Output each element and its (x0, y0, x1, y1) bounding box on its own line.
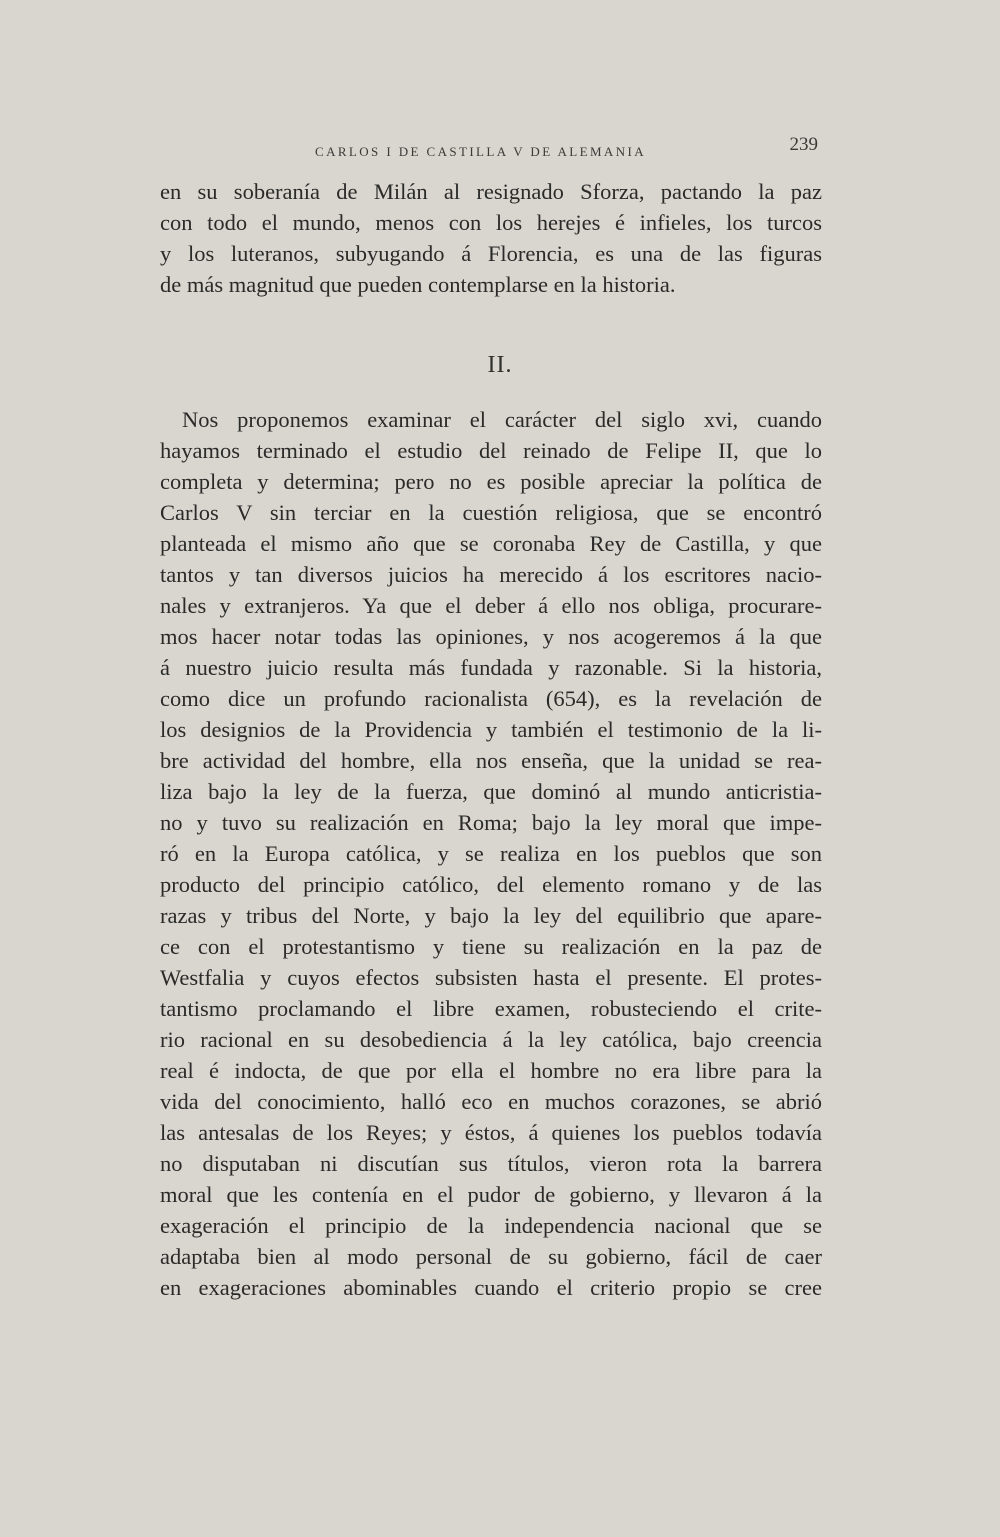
text-line: rio racional en su desobediencia á la ley católica, bajo creencia (160, 1027, 822, 1052)
text-line: adaptaba bien al modo personal de su gobierno, fácil de caer (160, 1244, 822, 1269)
text-line: á nuestro juicio resulta más fundada y razonable. Si la historia, (160, 655, 822, 680)
text-line: bre actividad del hombre, ella nos enseña, que la unidad se rea- (160, 748, 822, 773)
text-line: Carlos V sin terciar en la cuestión religiosa, que se encontró (160, 500, 822, 525)
text-line: hayamos terminado el estudio del reinado de Felipe II, que lo (160, 438, 822, 463)
text-line: Westfalia y cuyos efectos subsisten hasta el presente. El protes- (160, 965, 822, 990)
paragraph-1 (160, 176, 822, 300)
text-line: en exageraciones abominables cuando el criterio propio se cree (160, 1275, 822, 1300)
text-line: producto del principio católico, del elemento romano y de las (160, 872, 822, 897)
text-line: vida del conocimiento, halló eco en muchos corazones, se abrió (160, 1089, 822, 1114)
text-line: tantismo proclamando el libre examen, robusteciendo el crite- (160, 996, 822, 1021)
text-line: Nos proponemos examinar el carácter del siglo xvi, cuando (182, 407, 822, 432)
text-line: razas y tribus del Norte, y bajo la ley del equilibrio que apare- (160, 903, 822, 928)
text-line: los designios de la Providencia y también el testimonio de la li- (160, 717, 822, 742)
text-line: con todo el mundo, menos con los herejes é infieles, los turcos (160, 210, 822, 235)
text-line: en su soberanía de Milán al resignado Sforza, pactando la paz (160, 179, 822, 204)
text-line: liza bajo la ley de la fuerza, que dominó al mundo anticristia- (160, 779, 822, 804)
section-heading: II. (487, 352, 513, 378)
text-line: no disputaban ni discutían sus títulos, vieron rota la barrera (160, 1151, 822, 1176)
text-line: mos hacer notar todas las opiniones, y nos acogeremos á la que (160, 624, 822, 649)
text-line: no y tuvo su realización en Roma; bajo la ley moral que impe- (160, 810, 822, 835)
text-line: moral que les contenía en el pudor de gobierno, y llevaron á la (160, 1182, 822, 1207)
text-line: de más magnitud que pueden contemplarse en la historia. (160, 272, 676, 297)
page-header (160, 134, 820, 170)
page-number: 239 (789, 134, 818, 155)
text-line: tantos y tan diversos juicios ha merecido á los escritores nacio- (160, 562, 822, 587)
text-line: nales y extranjeros. Ya que el deber á ello nos obliga, procurare- (160, 593, 822, 618)
paragraph-2 (160, 404, 822, 1303)
text-line: real é indocta, de que por ella el hombre no era libre para la (160, 1058, 822, 1083)
text-line: ce con el protestantismo y tiene su realización en la paz de (160, 934, 822, 959)
text-line: completa y determina; pero no es posible apreciar la política de (160, 469, 822, 494)
text-line: y los luteranos, subyugando á Florencia, es una de las figuras (160, 241, 822, 266)
text-line: planteada el mismo año que se coronaba Rey de Castilla, y que (160, 531, 822, 556)
text-line: ró en la Europa católica, y se realiza en los pueblos que son (160, 841, 822, 866)
text-line: como dice un profundo racionalista (654), es la revelación de (160, 686, 822, 711)
running-head: CARLOS I DE CASTILLA V DE ALEMANIA (315, 144, 647, 159)
text-line: exageración el principio de la independencia nacional que se (160, 1213, 822, 1238)
text-line: las antesalas de los Reyes; y éstos, á quienes los pueblos todavía (160, 1120, 822, 1145)
